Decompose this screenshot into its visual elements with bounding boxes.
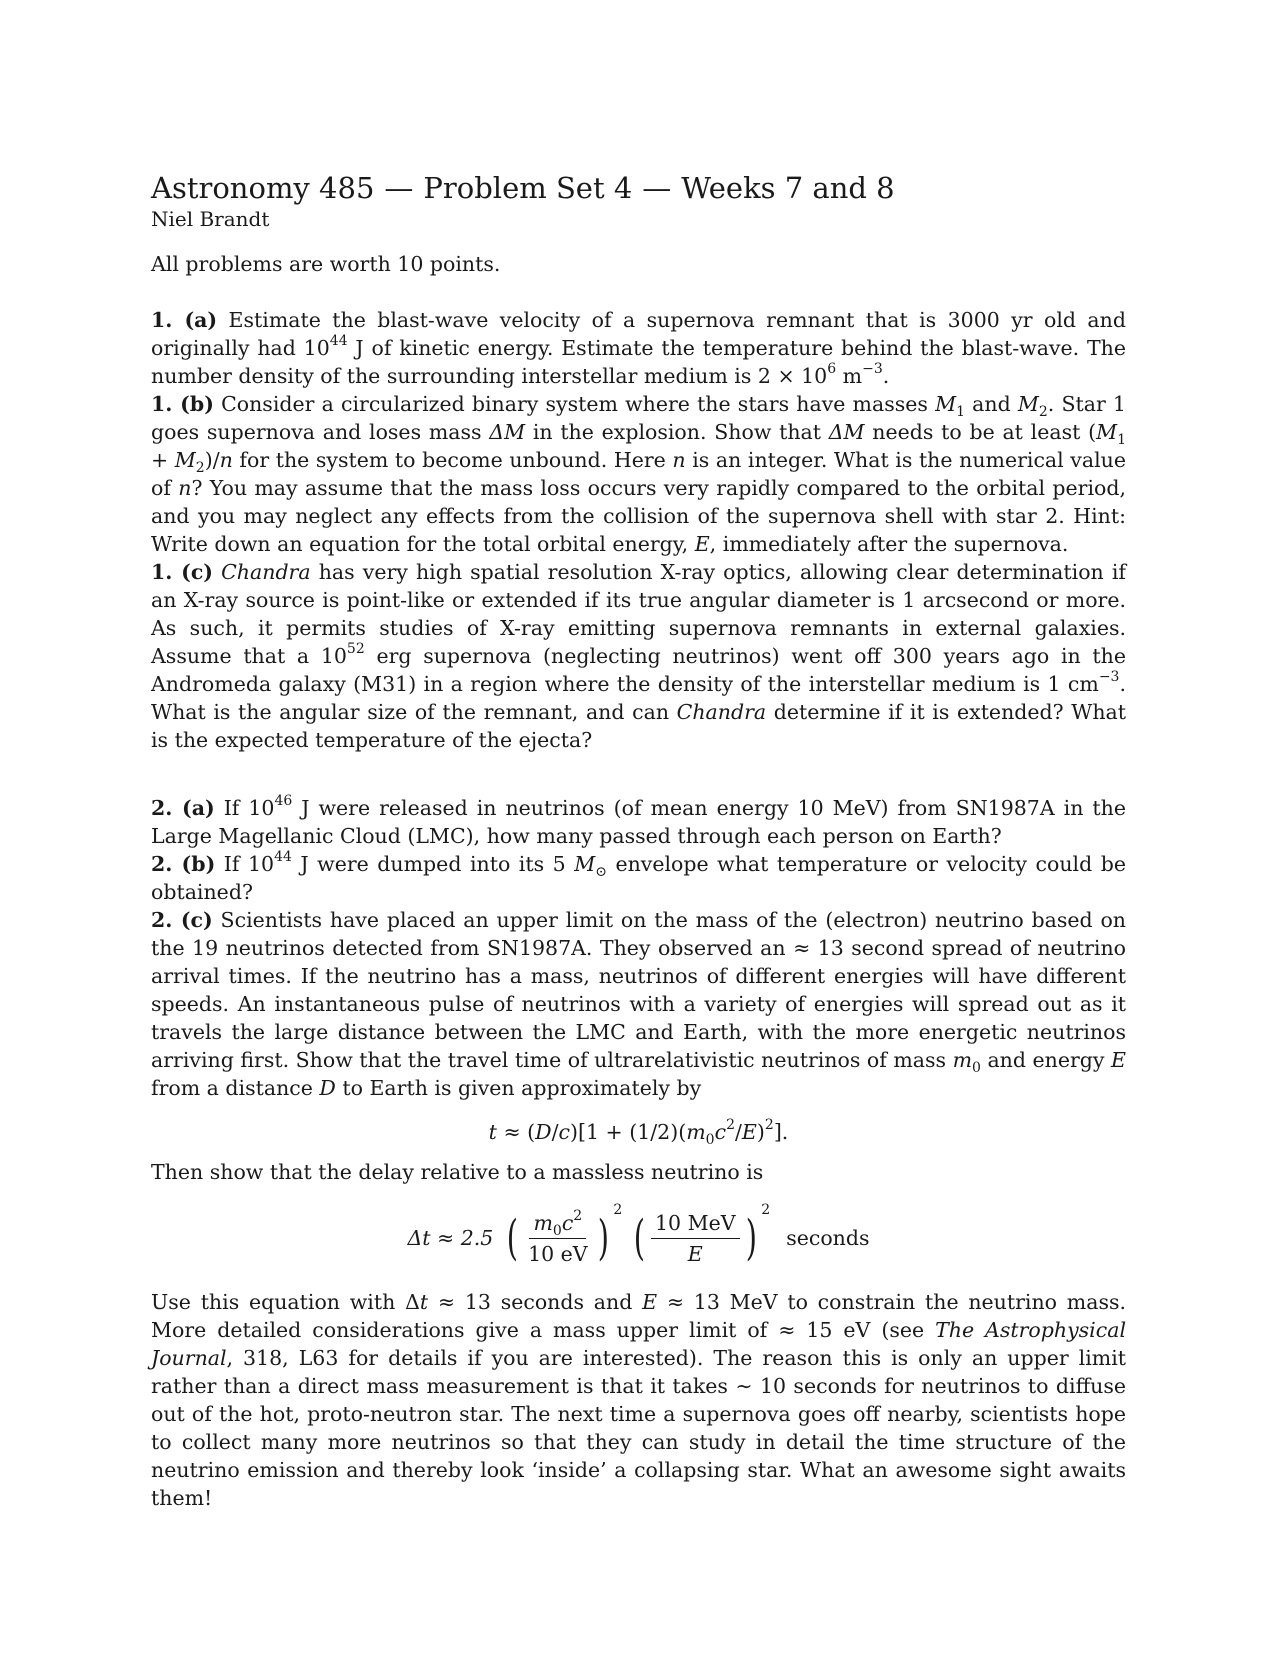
problem-label: 1. (c)	[151, 560, 214, 584]
problem-text: .	[882, 364, 890, 388]
math-symbol: D	[535, 1120, 552, 1144]
problem-text: ≈ 13 MeV to constrain the neutrino mass. More detailed considerations give a mass upper limit of ≈ 15 eV (see	[151, 1290, 1127, 1342]
math-symbol: c	[714, 1120, 727, 1144]
weeks-label: Weeks 7 and 8	[681, 171, 895, 205]
exponent: 44	[329, 333, 348, 350]
problem-text: ? You may assume that the mass loss occurs very rapidly compared to the orbital period, and you may neglect any effects from the collision of the supernova shell with star 2. Hint: Write down an equation for the total orbital energy,	[151, 476, 1126, 556]
math-symbol: t	[488, 1120, 497, 1144]
problem-text: , immediately after the supernova.	[709, 532, 1069, 556]
subscript: 2	[1038, 404, 1048, 421]
math-symbol: ΔM	[828, 420, 865, 444]
math-symbol: M	[935, 392, 957, 416]
numerator	[529, 1207, 586, 1239]
problem-1c	[151, 558, 1126, 754]
denominator: 10 eV	[528, 1241, 588, 1266]
math-symbol: n	[219, 448, 233, 472]
math-symbol: c	[558, 1120, 570, 1144]
then-text: Then show that the delay relative to a massless neutrino is	[151, 1160, 764, 1184]
math-symbol: ΔM	[489, 420, 526, 444]
math-symbol: m	[533, 1210, 553, 1235]
problem-text: determine if it is extended? What is the expected temperature of the ejecta?	[151, 700, 1126, 752]
page-title	[151, 170, 1126, 206]
subscript: 0	[972, 1060, 981, 1077]
math-symbol: E	[741, 1120, 757, 1144]
problem-label: 1. (a)	[151, 308, 218, 332]
problem-text: needs to be at least (	[864, 420, 1097, 444]
math-symbol: t	[419, 1290, 429, 1314]
problem-text: J of kinetic energy. Estimate the temperature behind the blast-wave. The number density of the surrounding interstellar medium is 2 × 10	[151, 336, 1126, 388]
problem-2	[151, 794, 1126, 1512]
exponent: −3	[862, 361, 883, 378]
exponent: 2	[761, 1202, 771, 1218]
problem-label: 2. (b)	[151, 852, 216, 876]
exponent: 6	[827, 361, 837, 378]
problem-text: Consider a circularized binary system where the stars have masses	[213, 392, 936, 416]
exponent: 44	[274, 849, 292, 866]
math-operator: )	[756, 1120, 765, 1144]
problem-text: . What is the angular size of the remnant, and can	[151, 672, 1126, 724]
exponent: 2	[726, 1117, 735, 1134]
problem-text: has very high spatial resolution X-ray optics, allowing clear determination if an X-ray source is point-like or extended if its true angular diameter is 1 arcsecond or more. As such, it permits studies of X-ray emitting supernova remnants in external galaxies. Assume that a 10	[151, 560, 1126, 668]
math-symbol: D	[319, 1076, 336, 1100]
subscript: 0	[552, 1222, 562, 1239]
math-operator: +	[151, 448, 175, 472]
math-symbol: n	[672, 448, 686, 472]
intro-text: All problems are worth 10 points.	[151, 252, 501, 276]
math-symbol: M	[1096, 420, 1118, 444]
fraction	[524, 1207, 592, 1267]
exponent: 2	[573, 1207, 583, 1224]
exponent: 2	[613, 1202, 623, 1218]
math-symbol: n	[178, 476, 192, 500]
telescope-name: Chandra	[676, 700, 767, 724]
problem-label: 2. (a)	[151, 796, 215, 820]
fraction-energy	[630, 1202, 771, 1267]
denominator: E	[687, 1241, 703, 1266]
exponent: 2	[764, 1117, 774, 1134]
numerator: 10 MeV	[651, 1210, 740, 1239]
problem-text: Use this equation with Δ	[151, 1290, 420, 1314]
problem-1	[151, 306, 1126, 754]
problem-text: for the system to become unbound. Here	[232, 448, 673, 472]
equation-delay	[151, 1198, 1126, 1278]
right-paren: )	[597, 1210, 609, 1266]
problem-text: and energy	[980, 1048, 1112, 1072]
subscript: 1	[956, 404, 965, 421]
left-paren: (	[634, 1210, 646, 1266]
problem-text: m	[836, 364, 863, 388]
unit-seconds: seconds	[786, 1226, 870, 1250]
equation-travel-time	[151, 1117, 1126, 1149]
title-dash: —	[384, 171, 414, 205]
problem-text: J were dumped into its 5	[291, 852, 575, 876]
document-page	[151, 170, 1126, 1512]
math-operator: ].	[773, 1120, 789, 1144]
exponent: 52	[346, 641, 365, 658]
exponent: 46	[274, 793, 293, 810]
math-operator: )[1 + (1/2)(	[569, 1120, 687, 1144]
math-symbol: c	[561, 1210, 574, 1235]
problem-2c	[151, 906, 1126, 1102]
sun-symbol: ⊙	[595, 864, 607, 881]
exponent: −3	[1098, 669, 1120, 686]
subscript: 0	[705, 1132, 715, 1149]
problem-text: Scientists have placed an upper limit on the mass of the (electron) neutrino based on the 19 neutrinos detected from SN1987A. They observed an ≈ 13 second spread of neutrino arrival times. If the neutrino has a mass, neutrinos of different energies will have different speeds. An instantaneous pulse of neutrinos with a variety of energies will spread out as it travels the large distance between the LMC and Earth, with the more energetic neutrinos arriving first. Show that the travel time of ultrarelativistic neutrinos of mass	[151, 908, 1127, 1072]
problem-2b	[151, 850, 1126, 906]
problem-text: . Star 1 goes supernova and loses mass	[151, 392, 1126, 444]
equation-lhs: Δt ≈ 2.5	[407, 1226, 494, 1250]
problem-text: Estimate the blast-wave velocity of a supernova remnant that is 3000 yr old and originally had 10	[151, 308, 1126, 360]
math-symbol: m	[952, 1048, 973, 1072]
problem-1b	[151, 390, 1126, 558]
math-symbol: E	[1111, 1048, 1126, 1072]
problem-text: in the explosion. Show that	[525, 420, 829, 444]
math-symbol: E	[642, 1290, 658, 1314]
math-symbol: M	[1017, 392, 1039, 416]
problem-text: to Earth is given approximately by	[335, 1076, 702, 1100]
telescope-name: Chandra	[221, 560, 311, 584]
problem-set-name: Problem Set 4	[423, 171, 633, 205]
problem-2a	[151, 794, 1126, 850]
problem-text: If 10	[215, 852, 275, 876]
right-paren: )	[745, 1210, 757, 1266]
problem-label: 1. (b)	[151, 392, 214, 416]
math-operator: /	[735, 1120, 742, 1144]
problem-text: )/	[204, 448, 220, 472]
math-operator: ≈ (	[496, 1120, 536, 1144]
fraction-mass	[503, 1202, 623, 1267]
math-symbol: E	[694, 532, 710, 556]
subscript: 1	[1117, 432, 1126, 449]
problem-text: ≈ 13 seconds and	[428, 1290, 643, 1314]
math-symbol: m	[686, 1120, 706, 1144]
problem-text: from a distance	[151, 1076, 320, 1100]
problem-text: is an integer. What is the numerical value of	[151, 448, 1126, 500]
fraction	[651, 1210, 740, 1267]
problem-text: erg supernova (neglecting neutrinos) went off 300 years ago in the Andromeda galaxy (M31) in a region where the density of the interstellar medium is 1 cm	[151, 644, 1126, 696]
author-name: Niel Brandt	[151, 207, 270, 231]
use-equation-text	[151, 1288, 1126, 1512]
problem-text: J were released in neutrinos (of mean energy 10 MeV) from SN1987A in the Large Magellanic Cloud (LMC), how many passed through each person on Earth?	[151, 796, 1126, 848]
math-symbol: M	[174, 448, 196, 472]
problem-text: If 10	[214, 796, 275, 820]
course-name: Astronomy 485	[151, 171, 375, 205]
journal-name: The Astrophysical Journal	[151, 1318, 1126, 1370]
math-operator: /	[551, 1120, 559, 1144]
problem-text: , 318, L63 for details if you are interested). The reason this is only an upper limit rather than a direct mass measurement is that it takes ∼ 10 seconds for neutrinos to diffuse out of the hot, proto-neutron star. The next time a supernova goes off nearby, scientists hope to collect many more neutrinos so that they can study in detail the time structure of the neutrino emission and thereby look ‘inside’ a collapsing star. What an awesome sight awaits them!	[151, 1346, 1126, 1510]
problem-text: envelope what temperature or velocity could be obtained?	[151, 852, 1126, 904]
subscript: 2	[195, 460, 205, 477]
problem-label: 2. (c)	[151, 908, 213, 932]
title-dash: —	[642, 171, 672, 205]
math-symbol: M	[574, 852, 596, 876]
left-paren: (	[507, 1210, 519, 1266]
problem-1a	[151, 306, 1126, 390]
problem-text: and	[965, 392, 1018, 416]
